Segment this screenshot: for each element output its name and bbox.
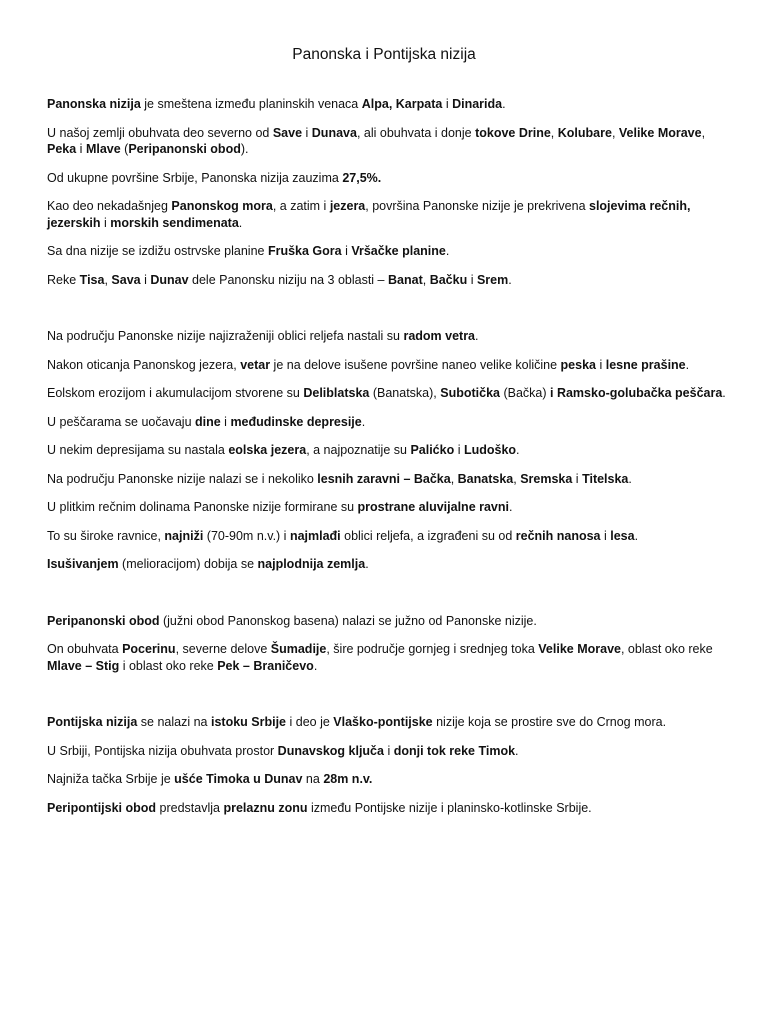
text-run: dele Panonsku niziju na 3 oblasti – bbox=[188, 272, 388, 287]
bold-text: Pontijska nizija bbox=[47, 715, 138, 729]
text-run: (70-90m n.v.) i bbox=[203, 528, 290, 543]
paragraph bbox=[47, 714, 737, 731]
text-run: i bbox=[572, 471, 583, 486]
text-run: . bbox=[722, 386, 726, 400]
bold-text: eolska jezera bbox=[228, 443, 307, 457]
text-run: Najniža tačka Srbije je bbox=[47, 772, 175, 786]
text-run: Eolskom erozijom i akumulacijom stvorene su bbox=[47, 386, 304, 400]
paragraph bbox=[47, 800, 737, 817]
document-title: Panonska i Pontijska nizija bbox=[292, 46, 476, 63]
section-gap bbox=[47, 585, 737, 613]
bold-text: 27,5%. bbox=[342, 170, 382, 185]
bold-text: Banat bbox=[388, 272, 423, 287]
bold-text: Mlave bbox=[85, 142, 121, 156]
paragraph bbox=[47, 125, 737, 158]
bold-text: Palićko bbox=[410, 443, 455, 457]
text-run: . bbox=[313, 658, 318, 673]
bold-text: dine bbox=[195, 414, 221, 429]
bold-text: Dinarida bbox=[452, 97, 503, 111]
text-run: , ali obuhvata i donje bbox=[356, 125, 476, 140]
section-gap bbox=[47, 300, 737, 328]
bold-text: Dunavskog ključa bbox=[277, 743, 384, 758]
section bbox=[47, 96, 737, 288]
bold-text: prelaznu zonu bbox=[223, 800, 308, 815]
bold-text: morskih sendimenata bbox=[110, 215, 239, 230]
bold-text: Peripontijski obod bbox=[47, 800, 157, 815]
text-run: i bbox=[140, 272, 151, 287]
text-run: i bbox=[442, 97, 453, 111]
paragraph bbox=[47, 771, 737, 788]
text-run: na bbox=[302, 772, 324, 786]
paragraph bbox=[47, 243, 737, 260]
section bbox=[47, 613, 737, 675]
section bbox=[47, 328, 737, 573]
paragraph bbox=[47, 641, 737, 674]
bold-text: Peripanonski obod bbox=[128, 142, 241, 156]
text-run: i bbox=[76, 142, 86, 156]
text-run: i bbox=[220, 414, 231, 429]
bold-text: Vršačke planine bbox=[351, 244, 446, 258]
text-run: , a zatim i bbox=[272, 199, 330, 213]
bold-text: Ludoško bbox=[463, 443, 517, 457]
bold-text: međudinske depresije bbox=[230, 414, 362, 429]
text-run: , bbox=[422, 272, 430, 287]
text-run: . bbox=[685, 357, 690, 372]
section bbox=[47, 714, 737, 816]
paragraph bbox=[47, 528, 737, 545]
bold-text: Sremska bbox=[520, 471, 573, 486]
text-run: . bbox=[515, 743, 519, 758]
bold-text: Srem bbox=[476, 272, 509, 287]
text-run: . bbox=[634, 528, 639, 543]
text-run: , bbox=[104, 272, 112, 287]
paragraph bbox=[47, 471, 737, 488]
text-run: i deo je bbox=[286, 715, 334, 729]
text-run: Od ukupne površine Srbije, Panonska nizija zauzima bbox=[47, 170, 343, 185]
paragraph bbox=[47, 170, 737, 187]
bold-text: Kolubare bbox=[557, 125, 612, 140]
bold-text: Mlave – Stig bbox=[47, 658, 120, 673]
bold-text: rečnih nanosa bbox=[515, 528, 601, 543]
text-run: (Banatska), bbox=[369, 386, 441, 400]
bold-text: najniži bbox=[164, 528, 204, 543]
section-gap bbox=[47, 686, 737, 714]
bold-text: 28m n.v. bbox=[323, 772, 373, 786]
bold-text: Alpa, Karpata bbox=[361, 97, 443, 111]
text-run: je na delove isušene površine naneo velike količine bbox=[270, 357, 561, 372]
text-run: , severne delove bbox=[175, 642, 271, 656]
paragraph bbox=[47, 743, 737, 760]
bold-text: jezera bbox=[329, 199, 366, 213]
text-run: U nekim depresijama su nastala bbox=[47, 443, 229, 457]
text-run: . bbox=[628, 471, 632, 486]
paragraph bbox=[47, 442, 737, 459]
text-run: i bbox=[302, 125, 312, 140]
text-run: je smeštena između planinskih venaca bbox=[140, 97, 362, 111]
bold-text: lesnih zaravni – Bačka bbox=[317, 471, 451, 486]
text-run: , bbox=[611, 125, 619, 140]
text-run: nizije koja se prostire sve do Crnog mora. bbox=[432, 715, 667, 729]
text-run: ( bbox=[120, 142, 129, 156]
text-run: U našoj zemlji obuhvata deo severno od bbox=[47, 125, 273, 140]
paragraph bbox=[47, 328, 737, 345]
text-run: predstavlja bbox=[156, 800, 224, 815]
text-run: . bbox=[502, 97, 506, 111]
text-run: , oblast oko reke bbox=[620, 642, 713, 656]
text-run: između Pontijske nizije i planinsko-kotlinske Srbije. bbox=[307, 800, 592, 815]
text-run: U plitkim rečnim dolinama Panonske nizije formirane su bbox=[47, 500, 358, 514]
text-run: , bbox=[550, 125, 558, 140]
text-run: . bbox=[365, 557, 369, 571]
text-run: (Bačka) bbox=[499, 386, 550, 400]
bold-text: Peka bbox=[47, 142, 77, 156]
text-run: , površina Panonske nizije je prekrivena bbox=[365, 199, 589, 213]
bold-text: Sava bbox=[111, 272, 141, 287]
text-run: . bbox=[238, 215, 243, 230]
bold-text: radom vetra bbox=[403, 329, 476, 343]
text-run: . bbox=[509, 500, 513, 514]
text-run: se nalazi na bbox=[137, 715, 211, 729]
text-run: i bbox=[341, 244, 352, 258]
text-run: (južni obod Panonskog basena) nalazi se južno od Panonske nizije. bbox=[159, 613, 537, 628]
bold-text: Šumadije bbox=[270, 642, 327, 656]
paragraph bbox=[47, 385, 737, 402]
bold-text: najplodnija zemlja bbox=[257, 557, 366, 571]
bold-text: lesa bbox=[610, 528, 635, 543]
bold-text: Dunava bbox=[311, 125, 357, 140]
text-run: Nakon oticanja Panonskog jezera, bbox=[47, 357, 241, 372]
text-run: i bbox=[100, 215, 111, 230]
paragraph bbox=[47, 96, 737, 113]
text-run: , a najpoznatije su bbox=[306, 443, 411, 457]
bold-text: ušće Timoka u Dunav bbox=[174, 772, 303, 786]
text-run: , bbox=[513, 471, 521, 486]
bold-text: Panonskog mora bbox=[171, 199, 273, 213]
text-run: U peščarama se uočavaju bbox=[47, 414, 195, 429]
bold-text: Velike Morave bbox=[538, 642, 621, 656]
text-run: (melioracijom) dobija se bbox=[118, 557, 258, 571]
paragraph bbox=[47, 414, 737, 431]
bold-text: Velike Morave bbox=[618, 125, 702, 140]
text-run: , bbox=[701, 125, 706, 140]
bold-text: najmlađi bbox=[289, 528, 341, 543]
text-run: . bbox=[516, 443, 520, 457]
text-run: . bbox=[361, 414, 366, 429]
paragraph bbox=[47, 272, 737, 289]
bold-text: prostrane aluvijalne ravni bbox=[357, 500, 509, 514]
text-run: . bbox=[445, 244, 450, 258]
bold-text: donji tok reke Timok bbox=[393, 743, 516, 758]
text-run: i bbox=[383, 743, 394, 758]
text-run: i bbox=[454, 443, 464, 457]
text-run: i bbox=[596, 357, 606, 372]
text-run: , bbox=[450, 471, 458, 486]
bold-text: Banatska bbox=[457, 471, 514, 486]
bold-text: Fruška Gora bbox=[267, 244, 342, 258]
paragraph bbox=[47, 613, 737, 630]
bold-text: Pek – Braničevo bbox=[217, 658, 314, 673]
text-run: Na području Panonske nizije nalazi se i nekoliko bbox=[47, 471, 318, 486]
bold-text: Isušivanjem bbox=[47, 557, 119, 571]
paragraph bbox=[47, 198, 737, 231]
bold-text: Save bbox=[272, 125, 303, 140]
bold-text: slojevima rečnih, jezerskih bbox=[47, 199, 691, 230]
bold-text: Dunav bbox=[150, 272, 189, 287]
bold-text: tokove Drine bbox=[475, 125, 551, 140]
text-run: Na području Panonske nizije najizraženiji oblici reljefa nastali su bbox=[47, 329, 404, 343]
text-run: . bbox=[475, 329, 479, 343]
text-run: To su široke ravnice, bbox=[47, 528, 165, 543]
bold-text: Subotička bbox=[440, 386, 500, 400]
paragraph bbox=[47, 499, 737, 516]
bold-text: Peripanonski obod bbox=[47, 613, 160, 628]
bold-text: i Ramsko-golubačka peščara bbox=[550, 386, 723, 400]
bold-text: peska bbox=[560, 357, 596, 372]
bold-text: vetar bbox=[240, 357, 271, 372]
bold-text: Titelska bbox=[582, 471, 629, 486]
document-body bbox=[47, 96, 737, 828]
text-run: i bbox=[467, 272, 477, 287]
text-run: Reke bbox=[47, 272, 80, 287]
paragraph bbox=[47, 556, 737, 573]
text-run: oblici reljefa, a izgrađeni su od bbox=[340, 528, 516, 543]
bold-text: lesne prašine bbox=[605, 357, 686, 372]
bold-text: Tisa bbox=[79, 272, 105, 287]
text-run: Kao deo nekadašnjeg bbox=[47, 199, 172, 213]
bold-text: Deliblatska bbox=[303, 386, 370, 400]
bold-text: istoku Srbije bbox=[210, 715, 287, 729]
text-run: Sa dna nizije se izdižu ostrvske planine bbox=[47, 244, 268, 258]
bold-text: Vlaško-pontijske bbox=[333, 715, 433, 729]
bold-text: Panonska nizija bbox=[47, 97, 141, 111]
text-run: . bbox=[508, 272, 512, 287]
text-run: On obuhvata bbox=[47, 642, 123, 656]
bold-text: Pocerinu bbox=[122, 642, 176, 656]
bold-text: Bačku bbox=[429, 272, 468, 287]
text-run: ). bbox=[240, 142, 249, 156]
paragraph bbox=[47, 357, 737, 374]
text-run: i oblast oko reke bbox=[119, 658, 218, 673]
text-run: , šire područje gornjeg i srednjeg toka bbox=[326, 642, 539, 656]
text-run: U Srbiji, Pontijska nizija obuhvata prostor bbox=[47, 743, 278, 758]
text-run: i bbox=[600, 528, 611, 543]
